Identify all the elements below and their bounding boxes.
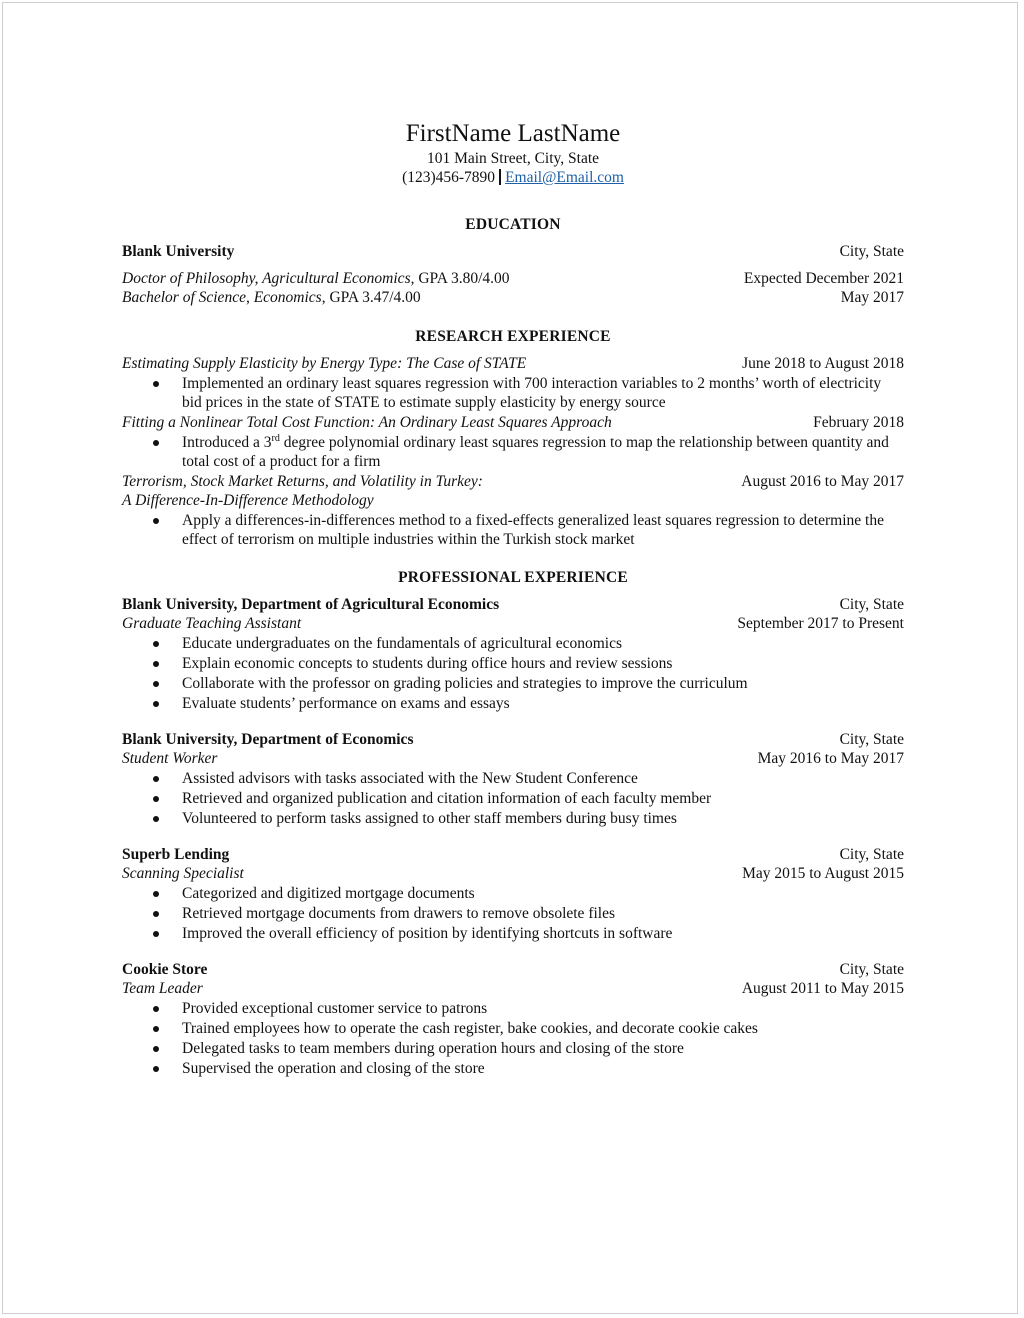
job-role-row — [122, 864, 904, 883]
bullet-icon — [153, 911, 159, 917]
professional-heading: PROFESSIONAL EXPERIENCE — [398, 569, 628, 586]
job-date: May 2016 to May 2017 — [757, 750, 904, 767]
job-employer-row — [122, 730, 904, 749]
employer-name: Superb Lending — [122, 846, 230, 863]
jobs-list — [122, 595, 904, 1078]
job-entry — [122, 730, 904, 828]
research-project-row — [122, 354, 904, 373]
candidate-name: FirstName LastName — [405, 120, 621, 147]
project-date: August 2016 to May 2017 — [741, 473, 904, 490]
job-role-row — [122, 749, 904, 768]
education-heading: EDUCATION — [465, 216, 561, 233]
bullet-text-part: Introduced a 3 — [182, 434, 272, 451]
bullet-text — [182, 434, 889, 470]
list-item — [122, 1019, 904, 1038]
bullet-icon — [153, 518, 159, 524]
list-item — [122, 884, 904, 903]
bullet-text: Delegated tasks to team members during operation hours and closing of the store — [182, 1040, 684, 1057]
list-item — [122, 1059, 904, 1078]
job-location: City, State — [839, 961, 904, 978]
job-entry — [122, 845, 904, 943]
bullet-text: Provided exceptional customer service to patrons — [182, 1000, 488, 1017]
ordinal-suffix: rd — [271, 432, 280, 444]
education-school-row — [122, 242, 904, 261]
bullet-icon — [153, 796, 159, 802]
list-item — [122, 674, 904, 693]
employer-name: Cookie Store — [122, 961, 208, 978]
bullet-icon — [153, 931, 159, 937]
bullet-text: Retrieved mortgage documents from drawers to remove obsolete files — [182, 905, 616, 922]
job-bullets — [122, 999, 904, 1078]
job-role-row — [122, 614, 904, 633]
job-bullets — [122, 769, 904, 828]
research-heading: RESEARCH EXPERIENCE — [415, 328, 611, 345]
bullet-icon — [153, 776, 159, 782]
list-item — [122, 809, 904, 828]
job-employer-row — [122, 960, 904, 979]
degree-row — [122, 269, 904, 288]
degree-date: Expected December 2021 — [743, 270, 904, 287]
bullet-icon — [153, 661, 159, 667]
list-item — [122, 694, 904, 713]
job-location: City, State — [839, 596, 904, 613]
bullet-icon — [153, 1006, 159, 1012]
degree-gpa: , GPA 3.80/4.00 — [410, 270, 510, 287]
project-bullets — [122, 374, 904, 412]
degree-date: May 2017 — [840, 289, 904, 306]
bullet-text: Trained employees how to operate the cash register, bake cookies, and decorate cookie cakes — [182, 1020, 758, 1037]
job-bullets — [122, 884, 904, 943]
degree-text — [122, 288, 421, 307]
list-item — [122, 511, 904, 549]
contact-line — [122, 168, 904, 187]
list-item — [122, 999, 904, 1018]
bullet-text: Educate undergraduates on the fundamentals of agricultural economics — [182, 635, 623, 652]
project-date: February 2018 — [813, 414, 904, 431]
bullet-text: Volunteered to perform tasks assigned to other staff members during busy times — [182, 810, 677, 827]
job-role: Student Worker — [122, 750, 218, 767]
bullet-icon — [153, 681, 159, 687]
project-subtitle: A Difference-In-Difference Methodology — [122, 492, 374, 509]
bullet-text: Collaborate with the professor on grading policies and strategies to improve the curriculum — [182, 675, 748, 692]
bullet-text: Categorized and digitized mortgage documents — [182, 885, 475, 902]
employer-name: Blank University, Department of Agricultural Economics — [122, 596, 500, 613]
job-bullets — [122, 634, 904, 713]
degree-name: Bachelor of Science, Economics — [122, 289, 322, 306]
bullet-icon — [153, 1066, 159, 1072]
job-date: May 2015 to August 2015 — [742, 865, 904, 882]
project-bullets — [122, 511, 904, 549]
address: 101 Main Street, City, State — [426, 150, 600, 167]
degree-name: Doctor of Philosophy, Agricultural Economics — [122, 270, 411, 287]
project-bullets — [122, 433, 904, 471]
employer-name: Blank University, Department of Economics — [122, 731, 414, 748]
separator-bar — [499, 169, 501, 185]
bullet-text: Improved the overall efficiency of position by identifying shortcuts in software — [182, 925, 673, 942]
bullet-icon — [153, 891, 159, 897]
job-role-row — [122, 979, 904, 998]
job-role: Graduate Teaching Assistant — [122, 615, 302, 632]
list-item — [122, 789, 904, 808]
bullet-icon — [153, 1046, 159, 1052]
job-date: August 2011 to May 2015 — [741, 980, 904, 997]
phone: (123)456-7890 — [402, 169, 496, 186]
bullet-icon — [153, 381, 159, 387]
bullet-icon — [153, 816, 159, 822]
list-item — [122, 374, 904, 412]
job-entry — [122, 960, 904, 1078]
bullet-icon — [153, 641, 159, 647]
research-project-row — [122, 472, 904, 491]
job-employer-row — [122, 595, 904, 614]
school-name: Blank University — [122, 243, 235, 260]
resume-page — [2, 2, 1018, 1314]
bullet-icon — [153, 440, 159, 446]
bullet-text-part: degree polynomial ordinary least squares regression to map the relationship between quantity and total cost of a product for a firm — [182, 434, 889, 470]
bullet-text: Evaluate students’ performance on exams and essays — [182, 695, 510, 712]
research-project-row — [122, 413, 904, 432]
bullet-text: Supervised the operation and closing of the store — [182, 1060, 485, 1077]
job-location: City, State — [839, 731, 904, 748]
job-employer-row — [122, 845, 904, 864]
job-location: City, State — [839, 846, 904, 863]
project-title: Terrorism, Stock Market Returns, and Volatility in Turkey: — [122, 473, 483, 490]
job-role: Team Leader — [122, 980, 203, 997]
list-item — [122, 1039, 904, 1058]
email-link[interactable]: Email@Email.com — [505, 169, 624, 186]
job-entry — [122, 595, 904, 713]
bullet-text: Retrieved and organized publication and citation information of each faculty member — [182, 790, 712, 807]
project-title: Estimating Supply Elasticity by Energy Type: The Case of STATE — [122, 355, 527, 372]
resume-content — [122, 119, 904, 1079]
list-item — [122, 904, 904, 923]
list-item — [122, 654, 904, 673]
list-item — [122, 634, 904, 653]
degree-gpa: , GPA 3.47/4.00 — [321, 289, 421, 306]
school-location: City, State — [839, 243, 904, 260]
project-date: June 2018 to August 2018 — [742, 355, 904, 372]
job-role: Scanning Specialist — [122, 865, 244, 882]
list-item — [122, 433, 904, 471]
bullet-icon — [153, 1026, 159, 1032]
project-title: Fitting a Nonlinear Total Cost Function: An Ordinary Least Squares Approach — [122, 414, 612, 431]
job-date: September 2017 to Present — [737, 615, 904, 632]
bullet-text: Apply a differences-in-differences method to a fixed-effects generalized least squares regression to determine the effect of terrorism on multiple industries within the Turkish stock market — [182, 512, 884, 548]
bullet-text: Assisted advisors with tasks associated with the New Student Conference — [182, 770, 638, 787]
bullet-text: Explain economic concepts to students during office hours and review sessions — [182, 655, 673, 672]
list-item — [122, 924, 904, 943]
list-item — [122, 769, 904, 788]
bullet-text: Implemented an ordinary least squares regression with 700 interaction variables to 2 months’ worth of electricity bid prices in the state of STATE to estimate supply elasticity by energy source — [182, 375, 882, 411]
degree-row — [122, 288, 904, 307]
bullet-icon — [153, 701, 159, 707]
degree-text — [122, 269, 510, 288]
